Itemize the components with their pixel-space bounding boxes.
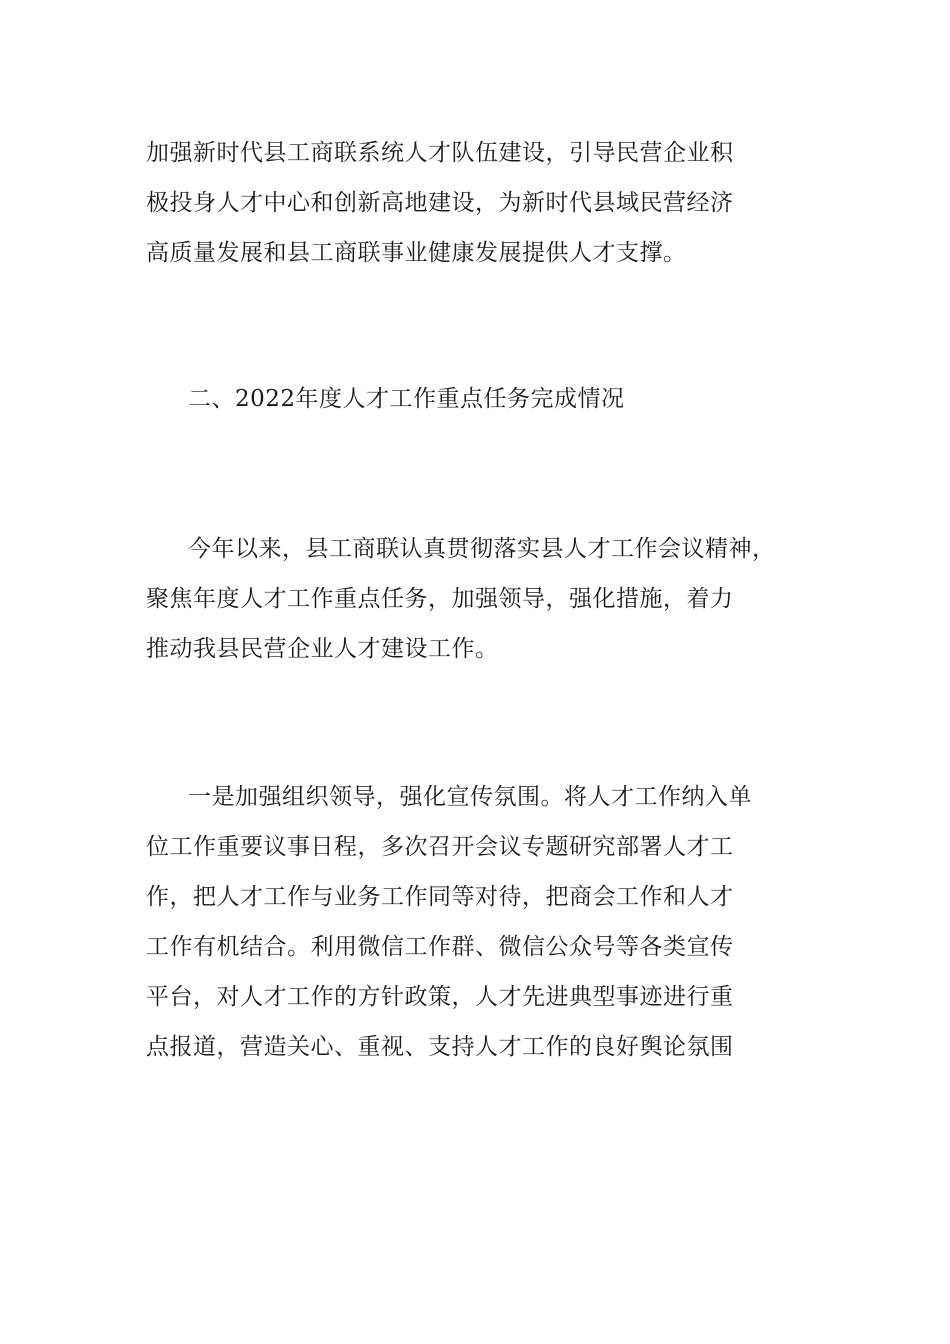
body-paragraph-2 (146, 524, 826, 674)
body-paragraph-3 (146, 772, 826, 1072)
text-line: 平台，对人才工作的方针政策，人才先进典型事迹进行重 (146, 984, 734, 1010)
text-line: 今年以来，县工商联认真贯彻落实县人才工作会议精神， (188, 536, 776, 562)
text-line: 推动我县民营企业人才建设工作。 (146, 636, 499, 662)
text-line: 高质量发展和县工商联事业健康发展提供人才支撑。 (146, 240, 687, 266)
text-line: 一是加强组织领导，强化宣传氛围。将人才工作纳入单 (188, 784, 752, 810)
text-line: 工作有机结合。利用微信工作群、微信公众号等各类宣传 (146, 934, 734, 960)
body-paragraph-1 (146, 128, 826, 278)
text-line: 点报道，营造关心、重视、支持人才工作的良好舆论氛围 (146, 1034, 734, 1060)
text-line: 极投身人才中心和创新高地建设，为新时代县域民营经济 (146, 190, 734, 216)
text-line: 作，把人才工作与业务工作同等对待，把商会工作和人才 (146, 884, 734, 910)
heading-text: 二、2022年度人才工作重点任务完成情况 (188, 386, 625, 412)
text-line: 加强新时代县工商联系统人才队伍建设，引导民营企业积 (146, 140, 734, 166)
text-line: 聚焦年度人才工作重点任务，加强领导，强化措施，着力 (146, 586, 734, 612)
section-heading-2 (146, 374, 826, 424)
text-line: 位工作重要议事日程，多次召开会议专题研究部署人才工 (146, 834, 734, 860)
